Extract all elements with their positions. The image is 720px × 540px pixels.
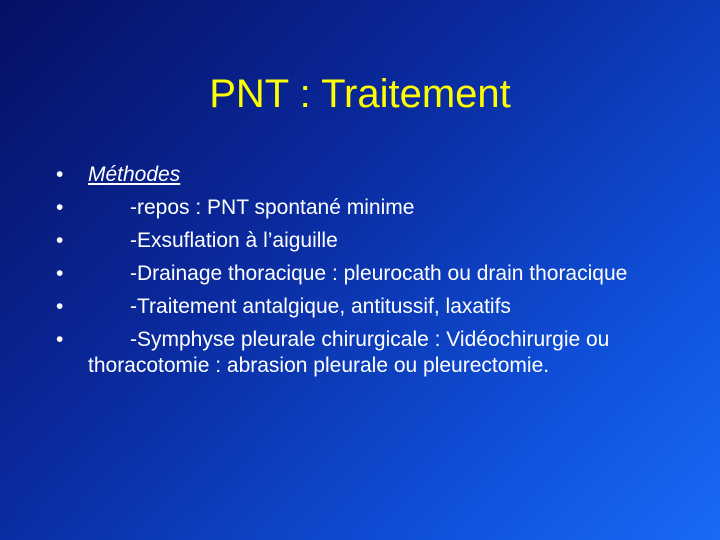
bullet-text-wrapper <box>88 327 676 379</box>
bullet-icon: • <box>56 295 64 318</box>
bullet-icon: • <box>56 262 64 285</box>
bullet-text-wrapper <box>88 228 676 254</box>
bullet-icon: • <box>56 328 64 351</box>
bullet-text: -Symphyse pleurale chirurgicale : Vidéochirurgie ou thoracotomie : abrasion pleurale ou pleurectomie. <box>88 328 610 377</box>
bullet-icon: • <box>56 196 64 219</box>
bullet-item-methodes <box>56 162 676 188</box>
slide-title: PNT : Traitement <box>209 72 511 116</box>
bullet-text: -Drainage thoracique : pleurocath ou drain thoracique <box>130 262 628 285</box>
bullet-item-repos <box>56 195 676 221</box>
bullet-text: -Exsuflation à l’aiguille <box>130 229 338 252</box>
bullet-text-wrapper <box>88 294 676 320</box>
bullet-icon: • <box>56 163 64 186</box>
bullet-item-symphyse <box>56 327 676 379</box>
bullet-item-drainage <box>56 261 676 287</box>
bullet-icon: • <box>56 229 64 252</box>
bullet-text: Méthodes <box>88 163 181 186</box>
bullet-text-wrapper <box>88 261 676 287</box>
bullet-text-wrapper <box>88 195 676 221</box>
bullet-item-traitement <box>56 294 676 320</box>
bullet-list <box>56 162 676 386</box>
bullet-text: -repos : PNT spontané minime <box>130 196 415 219</box>
bullet-item-exsuflation <box>56 228 676 254</box>
bullet-text: -Traitement antalgique, antitussif, laxatifs <box>130 295 511 318</box>
